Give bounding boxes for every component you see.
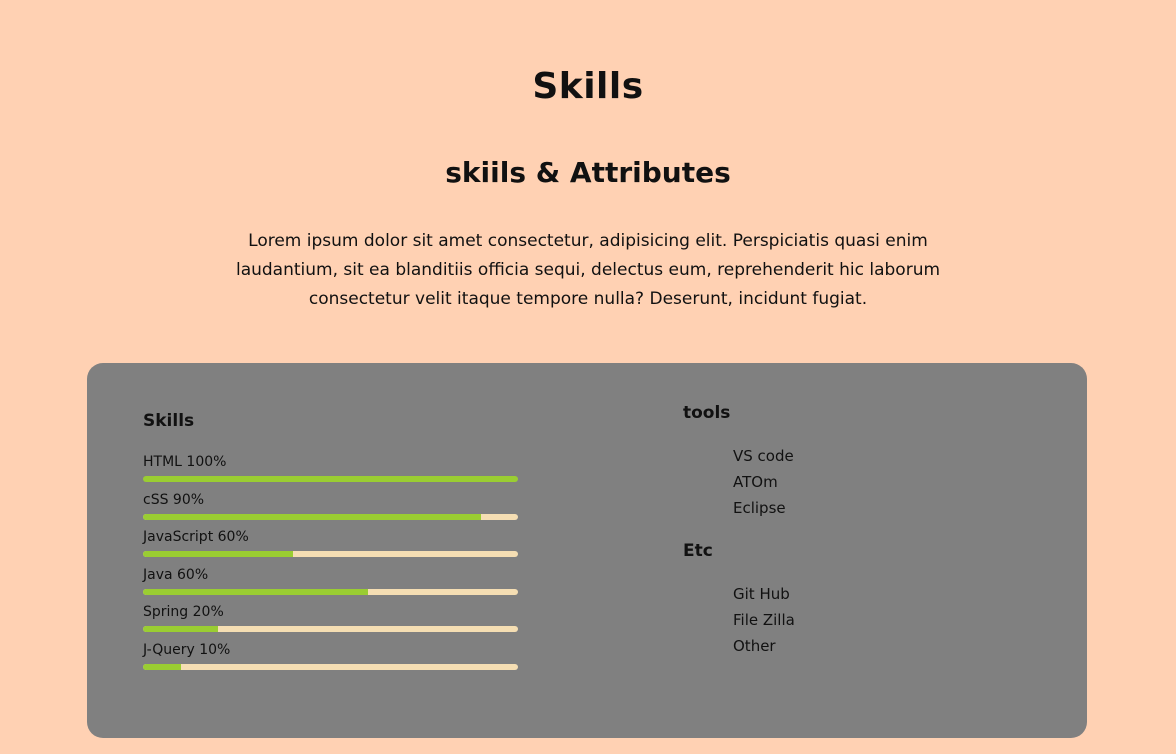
skill-progress-fill — [143, 476, 518, 482]
skill-progress-track — [143, 664, 518, 670]
skill-progress-track — [143, 589, 518, 595]
skill-label: cSS 90% — [143, 491, 205, 508]
intro-paragraph: Lorem ipsum dolor sit amet consectetur, adipisicing elit. Perspiciatis quasi enim laudantium, sit ea blanditiis officia sequi, delectus eum, reprehenderit hic laborum consectetur velit itaque tempore nulla? Deserunt, incidunt fugiat. — [235, 231, 941, 309]
list-item: Other — [733, 637, 776, 655]
skill-label: J-Query 10% — [143, 641, 231, 658]
skill-label: HTML 100% — [143, 454, 227, 470]
skill-label: JavaScript 60% — [143, 529, 249, 545]
etc-list — [683, 581, 1043, 659]
skill-item-html — [143, 453, 518, 491]
skill-label: Spring 20% — [143, 604, 224, 620]
skill-progress-fill — [143, 514, 481, 520]
skill-item-javascript — [143, 528, 518, 566]
skill-progress-fill — [143, 664, 181, 670]
skill-label: Java 60% — [143, 566, 209, 583]
skill-progress-track — [143, 551, 518, 557]
skill-item-spring — [143, 603, 518, 641]
list-item: Git Hub — [733, 585, 790, 603]
list-item: Eclipse — [733, 499, 786, 517]
list-item: File Zilla — [733, 611, 795, 629]
skill-item-css — [143, 491, 518, 529]
list-item: VS code — [733, 447, 794, 465]
etc-heading: Etc — [683, 541, 713, 561]
tools-heading: tools — [683, 403, 731, 423]
skills-column — [143, 411, 518, 678]
section-subtitle: skiils & Attributes — [445, 156, 731, 189]
skills-heading: Skills — [143, 411, 195, 431]
skill-progress-fill — [143, 589, 368, 595]
skill-item-java — [143, 566, 518, 604]
list-item: ATOm — [733, 473, 778, 491]
skill-progress-track — [143, 476, 518, 482]
skill-progress-fill — [143, 551, 293, 557]
skill-progress-fill — [143, 626, 218, 632]
skill-item-jquery — [143, 641, 518, 679]
skills-panel — [87, 363, 1087, 738]
skill-progress-track — [143, 626, 518, 632]
tools-column — [683, 403, 1043, 659]
skill-progress-track — [143, 514, 518, 520]
tools-list — [683, 443, 1043, 521]
page-title: Skills — [532, 66, 644, 107]
